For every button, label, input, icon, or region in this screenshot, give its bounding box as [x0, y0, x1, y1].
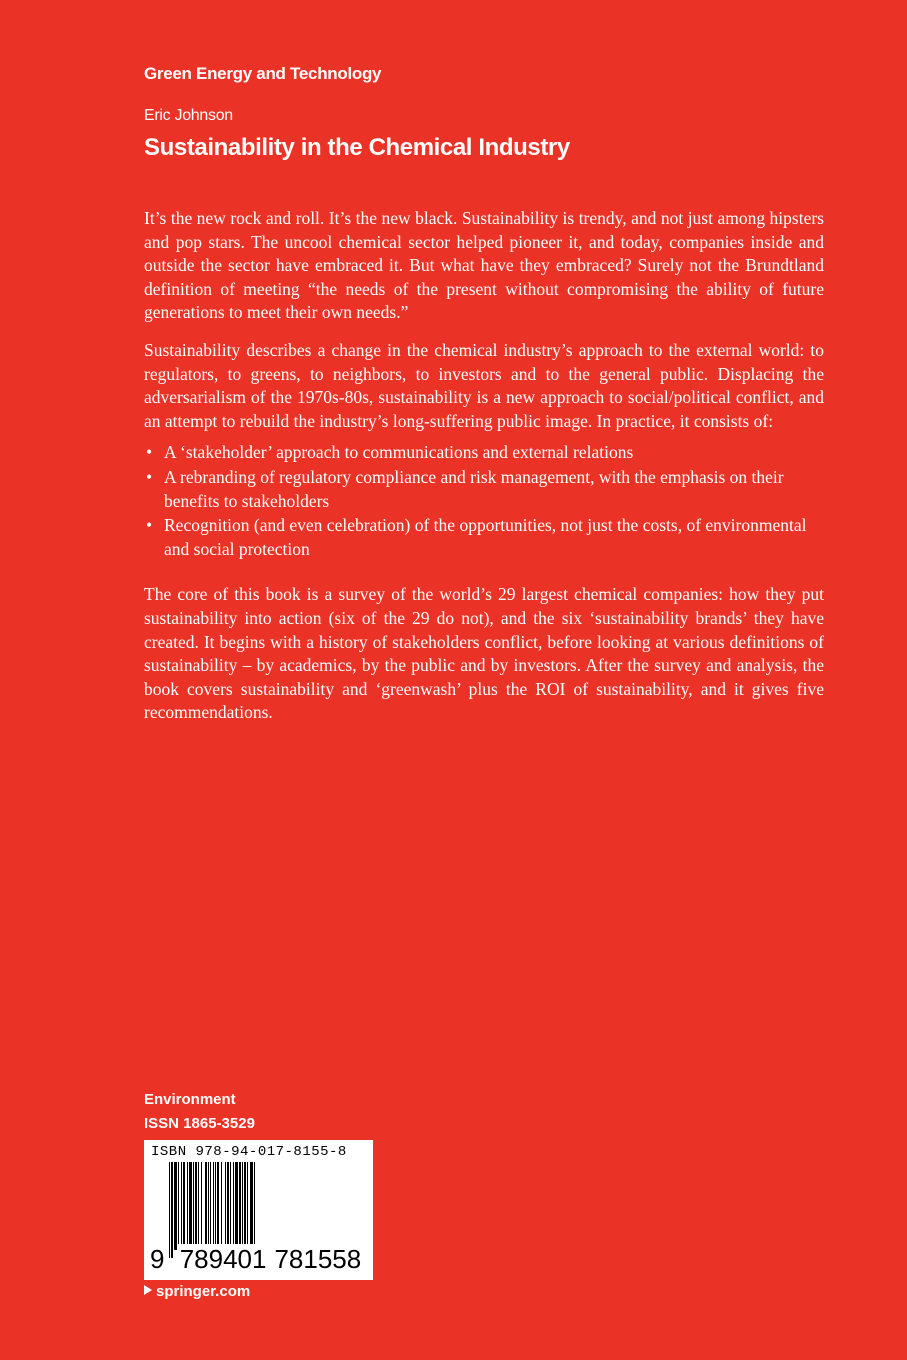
blurb-paragraph: The core of this book is a survey of the world’s 29 largest chemical companies: how they put sustainability into action (six of the 29 do not), and the six ‘sustainability brands’ they have created. It begins with a history of stakeholders conflict, before looking at various definitions of sustainability – by academics, by the public and by investors. After the survey and analysis, the book covers sustainability and ‘greenwash’ plus the ROI of sustainability, and it gives five recommendations. — [144, 584, 824, 723]
bullet-item: • A rebranding of regulatory compliance and risk management, with the emphasis on their benefits to stakeholders — [144, 466, 824, 513]
bullet-list — [144, 441, 824, 561]
blurb-paragraph: It’s the new rock and roll. It’s the new black. Sustainability is trendy, and not just among hipsters and pop stars. The uncool chemical sector helped pioneer it, and today, companies inside and outside the sector have embraced it. But what have they embraced? Surely not the Brundtland definition of meeting “the needs of the present without compromising the ability of future generations to meet their own needs.” — [144, 208, 824, 323]
bullet-item: • A ‘stakeholder’ approach to communications and external relations — [144, 441, 824, 465]
triangle-right-icon — [144, 1285, 152, 1295]
issn-label: ISSN 1865-3529 — [144, 1115, 255, 1132]
ean-number — [150, 1244, 363, 1275]
book-title: Sustainability in the Chemical Industry — [144, 134, 570, 161]
publisher-link[interactable] — [144, 1283, 250, 1300]
publisher-url: springer.com — [156, 1283, 251, 1300]
ean-left-group: 789401 — [179, 1244, 267, 1274]
bullet-item: • Recognition (and even celebration) of the opportunities, not just the costs, of environmental and social protection — [144, 514, 824, 561]
blurb-paragraph: Sustainability describes a change in the chemical industry’s approach to the external world: to regulators, to greens, to neighbors, to investors and to the general public. Displacing the adversarialism of the 1970s-80s, sustainability is a new approach to social/political conflict, and an attempt to rebuild the industry’s long-suffering public image. In practice, it consists of: — [144, 339, 824, 431]
isbn-text: ISBN 978-94-017-8155-8 — [151, 1144, 347, 1160]
barcode-box — [144, 1140, 373, 1280]
author-name: Eric Johnson — [144, 107, 233, 124]
series-name: Green Energy and Technology — [144, 64, 382, 83]
subject-label: Environment — [144, 1091, 236, 1108]
ean-first-digit: 9 — [150, 1244, 165, 1274]
ean-right-group: 781558 — [274, 1244, 362, 1274]
barcode-bars — [169, 1162, 359, 1252]
blurb — [144, 207, 824, 739]
